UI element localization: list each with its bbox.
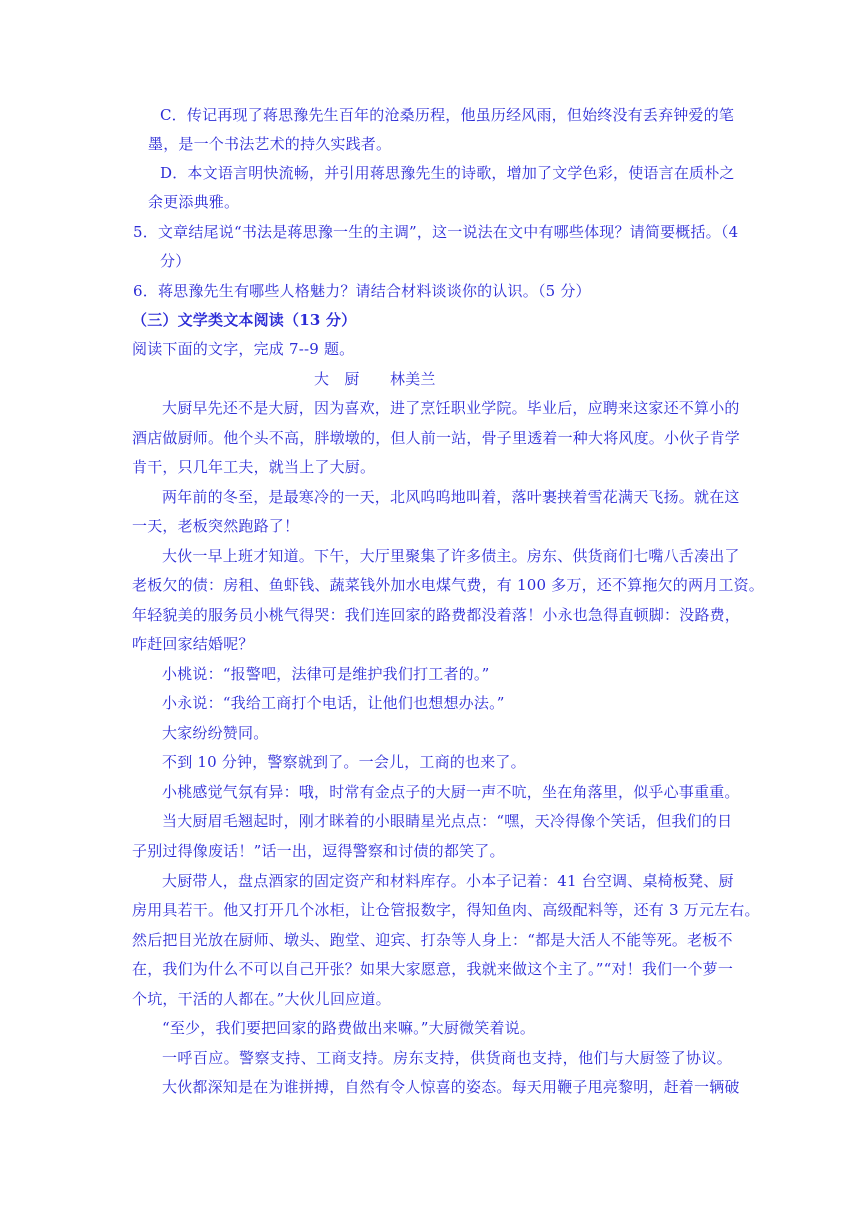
- story-line: 当大厨眉毛翘起时，刚才眯着的小眼睛星光点点：“嘿，天冷得像个笑话，但我们的日: [162, 812, 733, 830]
- story-line: 大伙都深知是在为谁拼搏，自然有令人惊喜的姿态。每天用鞭子甩亮黎明，赶着一辆破: [162, 1078, 740, 1096]
- story-line: 然后把目光放在厨师、墩头、跑堂、迎宾、打杂等人身上：“都是大活人不能等死。老板不: [132, 931, 733, 949]
- story-line: 不到 10 分钟，警察就到了。一会儿，工商的也来了。: [162, 753, 526, 771]
- story-line: “至少，我们要把回家的路费做出来嘛。”大厨微笑着说。: [162, 1019, 536, 1037]
- story-line: 小桃感觉气氛有异：哦，时常有金点子的大厨一声不吭，坐在角落里，似乎心事重重。: [162, 783, 740, 801]
- story-line: 在，我们为什么不可以自己开张？如果大家愿意，我就来做这个主了。”“对！我们一个萝一: [132, 960, 734, 978]
- section-heading: （三）文学类文本阅读（13 分）: [132, 311, 357, 329]
- question-6: 6．蒋思豫先生有哪些人格魅力？请结合材料谈谈你的认识。（5 分）: [133, 282, 591, 300]
- story-line: 小永说：“我给工商打个电话，让他们也想想办法。”: [162, 694, 505, 712]
- story-line: 个坑，干活的人都在。”大伙儿回应道。: [132, 990, 391, 1008]
- story-title: 大 厨 林美兰: [314, 370, 436, 388]
- story-line: 一天，老板突然跑路了！: [132, 517, 300, 535]
- instruction-line: 阅读下面的文字，完成 7--9 题。: [132, 340, 355, 358]
- story-line: 年轻貌美的服务员小桃气得哭：我们连回家的路费都没着落！小永也急得直顿脚：没路费，: [132, 606, 741, 624]
- story-line: 老板欠的债：房租、鱼虾钱、蔬菜钱外加水电煤气费，有 100 多万，还不算拖欠的两月工资。: [132, 576, 764, 594]
- story-line: 一呼百应。警察支持、工商支持。房东支持，供货商也支持，他们与大厨签了协议。: [162, 1049, 732, 1067]
- option-d-line-1: D．本文语言明快流畅，并引用蒋思豫先生的诗歌，增加了文学色彩，使语言在质朴之: [160, 164, 735, 182]
- option-c-line-2: 墨，是一个书法艺术的持久实践者。: [148, 135, 392, 153]
- story-line: 子别过得像废话！”话一出，逗得警察和讨债的都笑了。: [132, 842, 505, 860]
- story-line: 酒店做厨师。他个头不高，胖墩墩的，但人前一站，骨子里透着一种大将风度。小伙子肯学: [132, 429, 741, 447]
- story-line: 肯干，只几年工夫，就当上了大厨。: [132, 458, 376, 476]
- story-line: 两年前的冬至，是最寒冷的一天，北风呜呜地叫着，落叶裹挟着雪花满天飞扬。就在这: [162, 488, 740, 506]
- story-line: 大伙一早上班才知道。下午，大厅里聚集了许多债主。房东、供货商们七嘴八舌凑出了: [162, 547, 740, 565]
- story-line: 大厨带人，盘点酒家的固定资产和材料库存。小本子记着：41 台空调、桌椅板凳、厨: [162, 872, 734, 890]
- option-d-line-2: 余更添典雅。: [148, 193, 240, 211]
- story-line: 大厨早先还不是大厨，因为喜欢，进了烹饪职业学院。毕业后，应聘来这家还不算小的: [162, 399, 740, 417]
- story-line: 房用具若干。他又打开几个冰柜，让仓管报数字，得知鱼肉、高级配料等，还有 3 万元左右。: [132, 901, 760, 919]
- story-line: 咋赶回家结婚呢？: [132, 635, 254, 653]
- option-c-line-1: C．传记再现了蒋思豫先生百年的沧桑历程，他虽历经风雨，但始终没有丢弃钟爱的笔: [160, 106, 735, 124]
- question-5-line-2: 分）: [160, 252, 191, 270]
- story-line: 大家纷纷赞同。: [162, 724, 269, 742]
- question-5-line-1: 5．文章结尾说“书法是蒋思豫一生的主调”，这一说法在文中有哪些体现？请简要概括。（4: [133, 223, 739, 241]
- story-line: 小桃说：“报警吧，法律可是维护我们打工者的。”: [162, 665, 490, 683]
